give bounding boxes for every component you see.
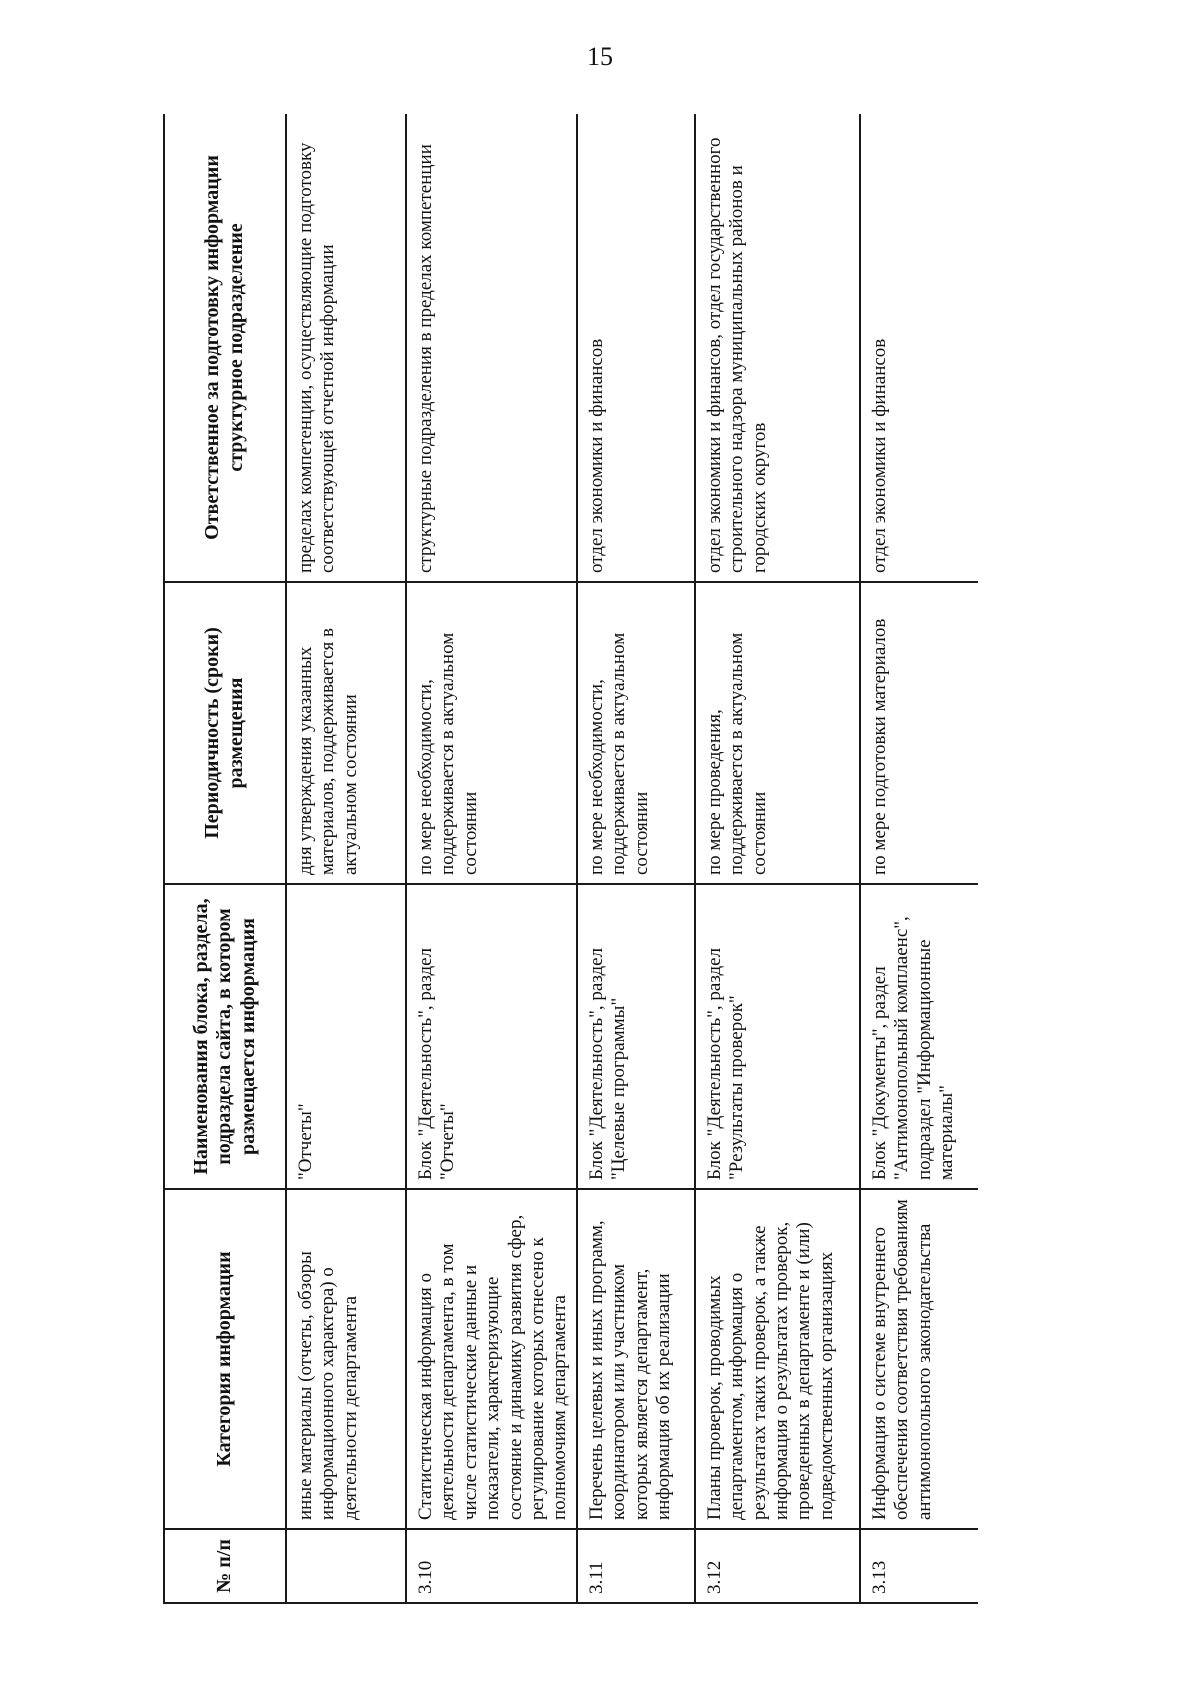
table-row [695,114,860,1603]
row-number [286,1529,406,1603]
row-responsible: отдел экономики и финансов [860,114,978,582]
row-responsible: пределах компетенции, осуществляющие подготовку соответствующей отчетной информации [286,114,406,582]
header-section: Наименования блока, раздела, подраздела сайта, в котором размещается информация [164,884,286,1189]
info-table [163,114,978,1604]
row-section: Блок "Деятельность", раздел "Результаты проверок" [695,884,860,1189]
row-responsible: отдел экономики и финансов, отдел государственного строительного надзора муниципальных районов и городских округов [695,114,860,582]
row-section: "Отчеты" [286,884,406,1189]
row-number: 3.13 [860,1529,978,1603]
row-period: по мере необходимости, поддерживается в актуальном состоянии [577,582,695,884]
table-header-row [164,114,286,1603]
row-number: 3.11 [577,1529,695,1603]
row-period: дня утверждения указанных материалов, поддерживается в актуальном состоянии [286,582,406,884]
table-row [286,114,406,1603]
table-row [860,114,978,1603]
row-period: по мере проведения, поддерживается в актуальном состоянии [695,582,860,884]
row-category: Перечень целевых и иных программ, координатором или участником которых является департамент, информация об их реализации [577,1189,695,1529]
row-period: по мере подготовки материалов [860,582,978,884]
header-number: № п/п [164,1529,286,1603]
row-category: Планы проверок, проводимых департаментом, информация о результатах таких проверок, а также информация о результатах проверок, проведенных в департаменте и (или) подведомственных организациях [695,1189,860,1529]
row-responsible: структурные подразделения в пределах компетенции [406,114,577,582]
row-number: 3.12 [695,1529,860,1603]
header-category: Категория информации [164,1189,286,1529]
row-number: 3.10 [406,1529,577,1603]
table-row [577,114,695,1603]
header-period: Периодичность (сроки) размещения [164,582,286,884]
table-container [163,114,978,1604]
row-section: Блок "Деятельность", раздел "Целевые программы" [577,884,695,1189]
row-category: иные материалы (отчеты, обзоры информационного характера) о деятельности департамента [286,1189,406,1529]
header-responsible: Ответственное за подготовку информации структурное подразделение [164,114,286,582]
row-category: Статистическая информация о деятельности департамента, в том числе статистические данные и показатели, характеризующие состояние и динамику развития сфер, регулирование которых отнесено к полномочиям департамента [406,1189,577,1529]
row-category: Информация о системе внутреннего обеспечения соответствия требованиям антимонопольного законодательства [860,1189,978,1529]
rotated-table-frame [163,114,978,1604]
row-section: Блок "Документы", раздел "Антимонопольный комплаенс", подраздел "Информационные материалы" [860,884,978,1189]
table-row [406,114,577,1603]
page-number: 15 [587,42,613,71]
row-responsible: отдел экономики и финансов [577,114,695,582]
row-period: по мере необходимости, поддерживается в актуальном состоянии [406,582,577,884]
row-section: Блок "Деятельность", раздел "Отчеты" [406,884,577,1189]
